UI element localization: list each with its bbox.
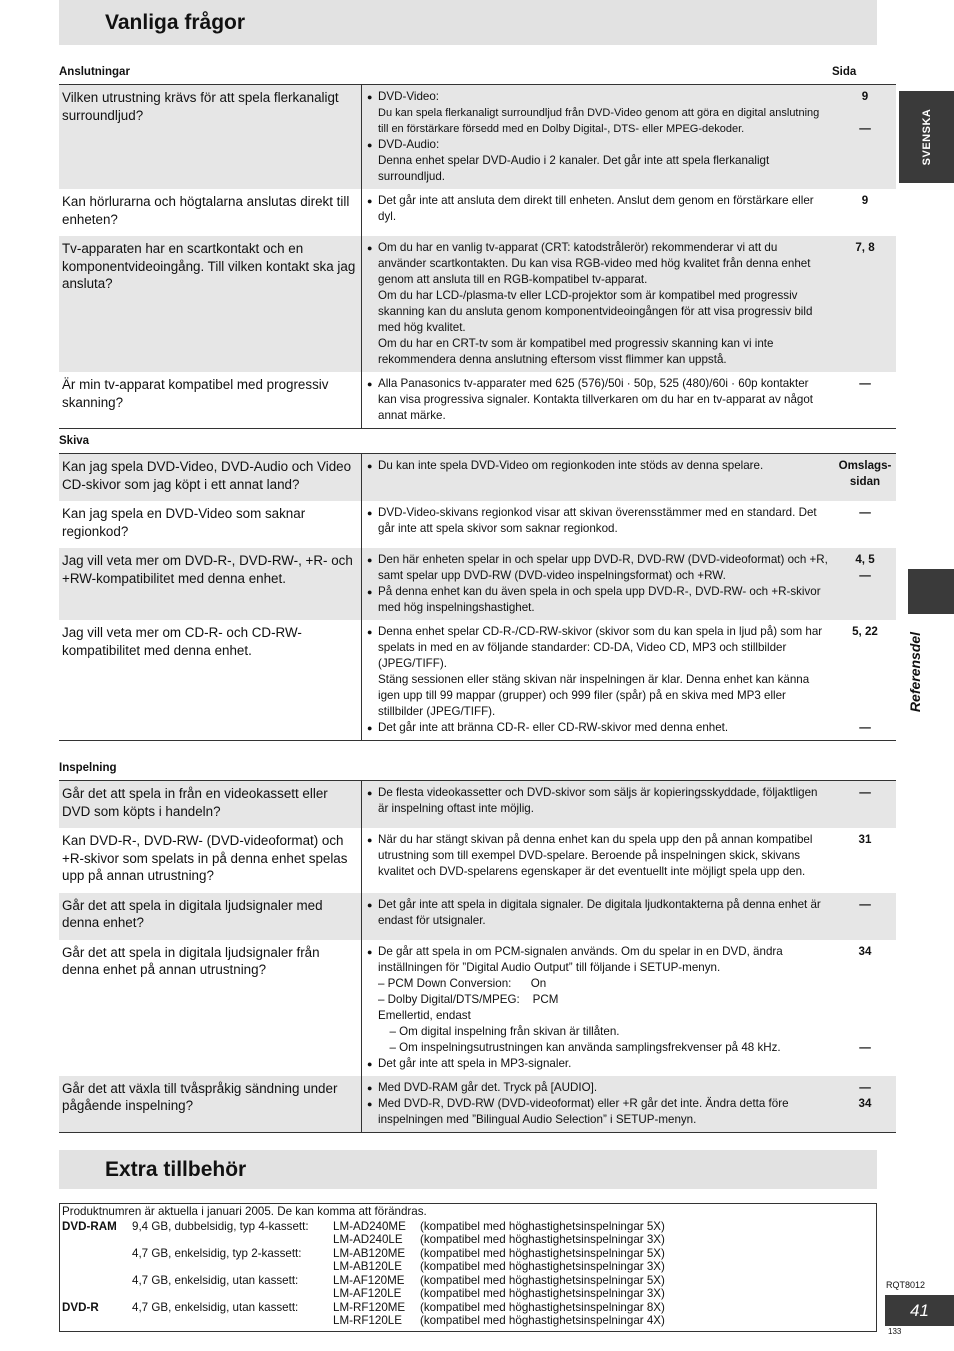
accessory-model: LM-AB120LE	[333, 1260, 402, 1273]
faq-page-ref	[834, 189, 896, 236]
accessory-desc: 4,7 GB, enkelsidig, utan kassett:	[132, 1300, 299, 1314]
faq-answer	[362, 781, 835, 829]
faq-row	[59, 1076, 896, 1133]
reference-tab	[908, 569, 954, 614]
faq-question: Vilken utrustning krävs för att spela flerkanaligt surroundljud?	[59, 85, 362, 190]
accessory-desc: 9,4 GB, dubbelsidig, typ 4-kassett:	[132, 1219, 309, 1233]
section-label-inspelning: Inspelning	[59, 762, 117, 774]
answer-text: – Dolby Digital/DTS/MPEG: PCM	[378, 992, 559, 1006]
answer-bullet: ● Den här enheten spelar in och spelar upp DVD-R, DVD-RW (DVD-videoformat) och +R, samt spelar upp DVD-RW (DVD-video inspelningsformat) och +RW.	[367, 552, 828, 584]
accessory-desc: 4,7 GB, enkelsidig, typ 2-kassett:	[132, 1246, 302, 1260]
answer-text: Stäng sessionen eller stäng skivan när inspelningen är klar. Denna enhet kan känna igen upp till 99 mappar (grupper) och 999 filer (spår) på en skiva med MP3 eller stillbilder (JPEG/TIFF).	[378, 673, 813, 718]
faq-question: Jag vill veta mer om DVD-R-, DVD-RW-, +R- och +RW-kompatibilitet med denna enhet.	[59, 548, 362, 620]
faq-question: Jag vill veta mer om CD-R- och CD-RW-kompatibilitet med denna enhet.	[59, 620, 362, 741]
faq-answer	[362, 1076, 835, 1133]
accessory-model: LM-AF120LE	[333, 1287, 402, 1300]
page-number-small: 133	[888, 1327, 902, 1336]
faq-question: Går det att spela in från en videokassett eller DVD som köpts i handeln?	[59, 781, 362, 829]
accessory-row	[60, 1220, 876, 1234]
answer-bullet: ● På denna enhet kan du även spela in och spela upp DVD-R-, DVD-RW- och +R-skivor med hög inspelningshastighet.	[367, 584, 828, 616]
accessories-title: Extra tillbehör	[105, 1157, 247, 1181]
accessories-box	[59, 1203, 877, 1332]
language-tab	[899, 91, 954, 183]
answer-text: Denna enhet spelar DVD-Audio i 2 kanaler. Det går inte att spela flerkanaligt surroundljud.	[378, 154, 770, 183]
faq-row	[59, 940, 896, 1076]
faq-page-ref	[834, 620, 896, 741]
answer-bullet: ● Det går inte att bränna CD-R- eller CD-RW-skivor med denna enhet.	[367, 720, 828, 736]
accessory-model: LM-AF120ME	[333, 1273, 405, 1287]
page-ref: 31	[858, 833, 872, 846]
faq-page-ref	[834, 85, 896, 190]
answer-text: Du kan spela flerkanaligt surroundljud från DVD-Video genom att göra en digital anslutning till en förstärkare försedd med en Dolby Digital-, DTS- eller MPEG-dekoder.	[378, 107, 820, 135]
accessory-desc	[132, 1260, 333, 1274]
page-ref: —	[859, 897, 871, 911]
section-label-skiva: Skiva	[59, 435, 90, 447]
answer-text: – PCM Down Conversion: On	[378, 976, 547, 990]
page-ref: 5, 22	[852, 625, 878, 638]
faq-answer	[362, 372, 835, 429]
accessory-row	[60, 1287, 876, 1301]
accessory-row	[60, 1274, 876, 1288]
language-tab-label: SVENSKA	[920, 108, 933, 166]
faq-page-ref	[834, 501, 896, 548]
faq-page-ref	[834, 940, 896, 1076]
page-number-box	[885, 1295, 954, 1326]
faq-row	[59, 501, 896, 548]
section-label-anslutningar: Anslutningar	[59, 66, 130, 78]
faq-page-ref	[834, 372, 896, 429]
answer-text: Emellertid, endast	[378, 1008, 471, 1022]
accessory-model: LM-RF120ME	[333, 1300, 406, 1314]
accessory-desc	[132, 1314, 333, 1328]
answer-bullet: ● Denna enhet spelar CD-R-/CD-RW-skivor (skivor som du kan spela in ljud på) som har spelats in med en av följande standarder: CD-DA, Video CD, MP3 och stillbilder (JPEG/TIFF).	[367, 624, 828, 672]
accessory-row	[60, 1301, 876, 1315]
accessory-model: LM-AD240LE	[333, 1233, 403, 1246]
accessory-note: (kompatibel med höghastighetsinspelningar 3X)	[420, 1260, 665, 1273]
page-ref: —	[859, 1080, 871, 1094]
page-ref: 34	[858, 944, 872, 958]
faq-answer	[362, 548, 835, 620]
page-ref: —	[859, 122, 871, 135]
faq-answer	[362, 189, 835, 236]
faq-question: Går det att växla till tvåspråkig sändning under pågående inspelning?	[59, 1076, 362, 1133]
answer-heading: ● DVD-Audio:	[367, 137, 828, 153]
page-ref: —	[859, 1040, 871, 1054]
accessory-row	[60, 1314, 876, 1328]
accessory-note: (kompatibel med höghastighetsinspelningar 5X)	[420, 1246, 665, 1260]
reference-label: Referensdel	[907, 631, 923, 713]
answer-bullet: ● Om du har en vanlig tv-apparat (CRT: katodstrålerör) rekommenderar vi att du använder scartkontakten. Du kan visa RGB-video med hög kvalitet från denna enhet genom att ansluta till en RGB-kompatibel tv-apparat.	[367, 240, 828, 288]
faq-row	[59, 548, 896, 620]
answer-text: Om du har LCD-/plasma-tv eller LCD-projektor som är kompatibel med progressiv skanning kan du ansluta genom komponentvideoingången för att visa progressiv bild med hög kvalitet.	[378, 289, 816, 334]
answer-bullet: ● När du har stängt skivan på denna enhet kan du spela upp den på annan kompatibel utrustning som till exempel DVD-spelare. Beroende på inspelningen skick, skivans kvalitet och DVD-spelarens egenskaper är det eventuellt inte möjligt spela upp den.	[367, 832, 828, 880]
accessory-type	[60, 1287, 132, 1301]
faq-row	[59, 781, 896, 829]
answer-bullet: ● Det går inte att ansluta dem direkt till enheten. Anslut dem genom en förstärkare eller dyl.	[367, 193, 828, 225]
page-ref: 34	[858, 1096, 872, 1110]
page-number: 41	[910, 1300, 929, 1320]
accessory-desc	[132, 1233, 333, 1247]
answer-bullet: ● Med DVD-RAM går det. Tryck på [AUDIO].	[367, 1080, 828, 1096]
page-ref: 7, 8	[855, 241, 875, 254]
answer-heading: ● DVD-Video:	[367, 89, 828, 105]
page-ref: —	[859, 786, 871, 799]
accessory-type: DVD-R	[62, 1300, 99, 1314]
faq-row	[59, 85, 896, 190]
faq-row	[59, 189, 896, 236]
accessory-model: LM-AB120ME	[333, 1246, 406, 1260]
page-ref: 9	[861, 90, 869, 103]
accessory-note: (kompatibel med höghastighetsinspelningar 8X)	[420, 1300, 665, 1314]
answer-bullet: ● Alla Panasonics tv-apparater med 625 (576)/50i · 50p, 525 (480)/60i · 60p kontakter kan visa progressiva signaler. Kontakta tillverkaren om du har en tv-apparat av något annat märke.	[367, 376, 828, 424]
accessory-note: (kompatibel med höghastighetsinspelningar 3X)	[420, 1287, 665, 1300]
accessory-note: (kompatibel med höghastighetsinspelningar 4X)	[420, 1314, 665, 1327]
accessory-row	[60, 1233, 876, 1247]
title-bar	[59, 0, 877, 45]
faq-row	[59, 236, 896, 372]
answer-bullet: ● Det går inte att spela in digitala signaler. De digitala ljudkontakterna på denna enhet är endast för utsignaler.	[367, 897, 828, 929]
accessory-type	[60, 1233, 132, 1247]
faq-page-ref	[834, 781, 896, 829]
page-ref: 9	[861, 194, 869, 207]
page-ref: —	[859, 377, 871, 390]
page-ref: —	[859, 569, 871, 582]
document-code: RQT8012	[886, 1280, 926, 1290]
faq-answer	[362, 940, 835, 1076]
faq-table-skiva	[59, 453, 896, 741]
accessory-type	[60, 1260, 132, 1274]
faq-question: Kan hörlurarna och högtalarna anslutas direkt till enheten?	[62, 194, 350, 227]
faq-question: Kan DVD-R-, DVD-RW- (DVD-videoformat) och +R-skivor som spelats in på denna enhet spelas upp på annan utrustning?	[62, 833, 348, 883]
faq-page-ref	[834, 548, 896, 620]
faq-question: Går det att spela in digitala ljudsignaler med denna enhet?	[59, 893, 362, 940]
accessory-model: LM-RF120LE	[333, 1314, 402, 1327]
page-ref: 4, 5	[855, 553, 875, 566]
faq-row	[59, 828, 896, 893]
accessories-intro: Produktnumren är aktuella i januari 2005. De kan komma att förändras.	[62, 1205, 427, 1218]
accessories-list	[60, 1220, 876, 1328]
faq-question: Går det att spela in digitala ljudsignaler från denna enhet på annan utrustning?	[62, 944, 320, 977]
faq-table-anslutningar	[59, 84, 896, 429]
faq-row	[59, 893, 896, 940]
faq-page-ref	[834, 828, 896, 893]
accessory-note: (kompatibel med höghastighetsinspelningar 3X)	[420, 1233, 665, 1246]
faq-page-ref	[834, 1076, 896, 1133]
faq-question: Kan jag spela DVD-Video, DVD-Audio och Video CD-skivor som jag köpt i ett annat land?	[59, 454, 362, 502]
accessory-note: (kompatibel med höghastighetsinspelningar 5X)	[420, 1219, 665, 1233]
page-column-header: Sida	[832, 66, 857, 78]
accessory-desc: 4,7 GB, enkelsidig, utan kassett:	[132, 1273, 299, 1287]
faq-answer	[362, 501, 835, 548]
answer-text: Om du har en CRT-tv som är kompatibel med progressiv skanning kan vi inte rekommendera denna anslutning eftersom visst flimmer kan uppstå.	[378, 337, 777, 366]
accessory-note: (kompatibel med höghastighetsinspelningar 5X)	[420, 1273, 665, 1287]
accessory-model: LM-AD240ME	[333, 1219, 406, 1233]
accessory-type: DVD-RAM	[62, 1219, 117, 1233]
accessories-title-bar	[59, 1150, 877, 1189]
faq-page-ref	[834, 236, 896, 372]
answer-bullet: ● Det går inte att spela in MP3-signaler.	[367, 1056, 828, 1072]
accessory-desc	[132, 1287, 333, 1301]
accessory-type	[60, 1274, 132, 1288]
faq-question: Kan jag spela en DVD-Video som saknar regionkod?	[62, 506, 306, 539]
page-ref: Omslags-	[838, 459, 892, 472]
accessory-row	[60, 1247, 876, 1261]
faq-row	[59, 454, 896, 502]
page-ref: sidan	[849, 475, 881, 488]
faq-page-ref	[834, 893, 896, 940]
faq-table-inspelning	[59, 780, 896, 1133]
faq-answer	[362, 893, 835, 940]
accessory-type	[60, 1314, 132, 1328]
accessory-row	[60, 1260, 876, 1274]
answer-bullet: ● De flesta videokassetter och DVD-skivor som säljs är kopieringsskyddade, följaktligen är inspelning oftast inte möjlig.	[367, 785, 828, 817]
page-title: Vanliga frågor	[105, 10, 246, 34]
answer-bullet: ● Med DVD-R, DVD-RW (DVD-videoformat) eller +R går det inte. Ändra detta före inspelningen med ”Bilingual Audio Selection” i SETUP-menyn.	[367, 1096, 828, 1128]
answer-text: – Om inspelningsutrustningen kan använda samplingsfrekvenser på 48 kHz.	[383, 1040, 781, 1054]
faq-row	[59, 372, 896, 429]
faq-answer	[362, 620, 835, 741]
accessory-type	[60, 1247, 132, 1261]
answer-bullet: ● Du kan inte spela DVD-Video om regionkoden inte stöds av denna spelare.	[367, 458, 828, 474]
answer-text: – Om digital inspelning från skivan är tillåten.	[383, 1024, 620, 1038]
faq-answer	[362, 236, 835, 372]
page-ref: —	[859, 506, 871, 519]
page-ref: —	[859, 721, 871, 734]
faq-answer	[362, 828, 835, 893]
faq-page-ref	[834, 454, 896, 502]
faq-answer	[362, 454, 835, 502]
faq-question: Tv-apparaten har en scartkontakt och en komponentvideoingång. Till vilken kontakt ska jag ansluta?	[59, 236, 362, 372]
faq-row	[59, 620, 896, 741]
answer-bullet: ● De går att spela in om PCM-signalen används. Om du spelar in en DVD, ändra inställningen för ”Digital Audio Output” till följande i SETUP-menyn.	[367, 944, 828, 976]
faq-answer	[362, 85, 835, 190]
answer-bullet: ● DVD-Video-skivans regionkod visar att skivan överensstämmer med en standard. Det går inte att spela skivor som saknar regionkod.	[367, 505, 828, 537]
faq-question: Är min tv-apparat kompatibel med progressiv skanning?	[59, 372, 362, 429]
